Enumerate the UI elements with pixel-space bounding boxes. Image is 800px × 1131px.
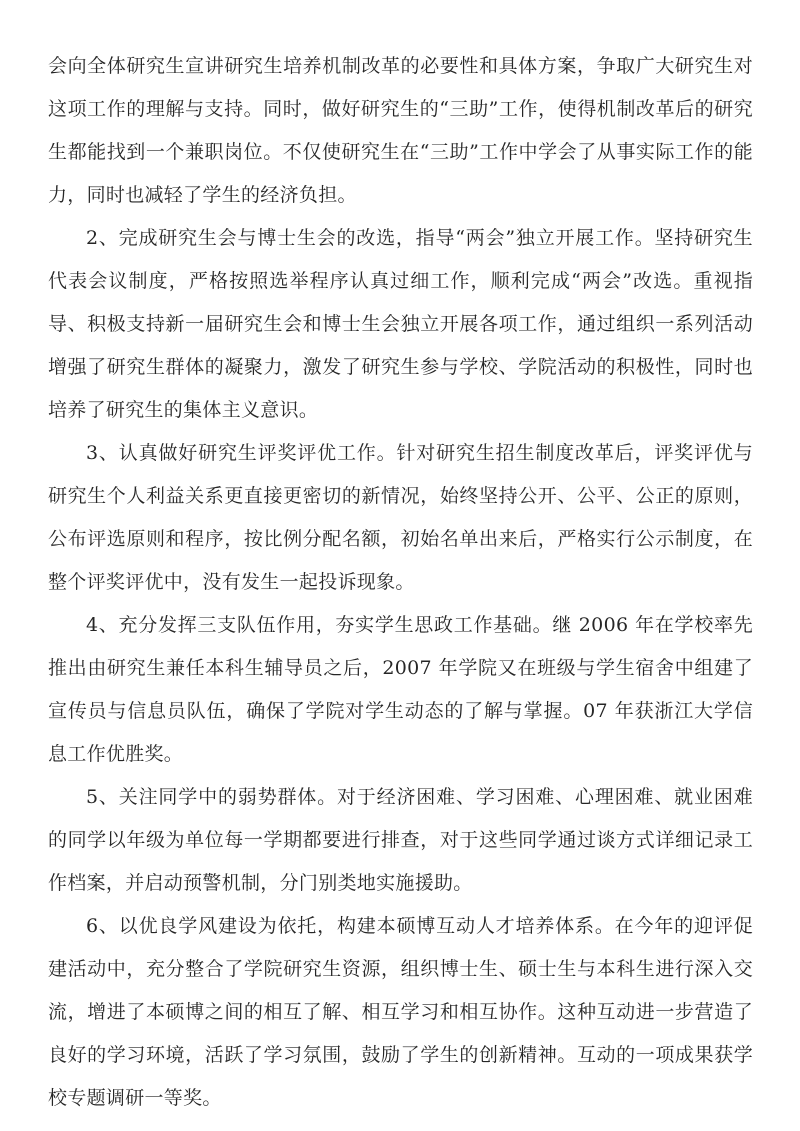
paragraph-continuation: 会向全体研究生宣讲研究生培养机制改革的必要性和具体方案，争取广大研究生对这项工作的理解与支持。同时，做好研究生的“三助”工作，使得机制改革后的研究生都能找到一个兼职岗位。不仅使研究生在“三助”工作中学会了从事实际工作的能力，同时也减轻了学生的经济负担。 xyxy=(48,55,753,206)
paragraph-item-6: 6、以优良学风建设为依托，构建本硕博互动人才培养体系。在今年的迎评促建活动中，充分整合了学院研究生资源，组织博士生、硕士生与本科生进行深入交流，增进了本硕博之间的相互了解、相互学习和相互协作。这种互动进一步营造了良好的学习环境，活跃了学习氛围，鼓励了学生的创新精神。互动的一项成果获学校专题调研一等奖。 xyxy=(48,915,753,1109)
paragraph-item-2: 2、完成研究生会与博士生会的改选，指导“两会”独立开展工作。坚持研究生代表会议制度，严格按照选举程序认真过细工作，顺利完成“两会”改选。重视指导、积极支持新一届研究生会和博士生会独立开展各项工作，通过组织一系列活动增强了研究生群体的凝聚力，激发了研究生参与学校、学院活动的积极性，同时也培养了研究生的集体主义意识。 xyxy=(48,227,753,421)
paragraph-item-3: 3、认真做好研究生评奖评优工作。针对研究生招生制度改革后，评奖评优与研究生个人利益关系更直接更密切的新情况，始终坚持公开、公平、公正的原则，公布评选原则和程序，按比例分配名额，初始名单出来后，严格实行公示制度，在整个评奖评优中，没有发生一起投诉现象。 xyxy=(48,442,753,593)
paragraph-item-4: 4、充分发挥三支队伍作用，夯实学生思政工作基础。继 2006 年在学校率先推出由研究生兼任本科生辅导员之后，2007 年学院又在班级与学生宿舍中组建了宣传员与信息员队伍，确保了学院对学生动态的了解与掌握。07 年获浙江大学信息工作优胜奖。 xyxy=(48,614,753,765)
document-body xyxy=(48,45,753,1120)
paragraph-item-5: 5、关注同学中的弱势群体。对于经济困难、学习困难、心理困难、就业困难的同学以年级为单位每一学期都要进行排查，对于这些同学通过谈方式详细记录工作档案，并启动预警机制，分门别类地实施援助。 xyxy=(48,786,753,894)
